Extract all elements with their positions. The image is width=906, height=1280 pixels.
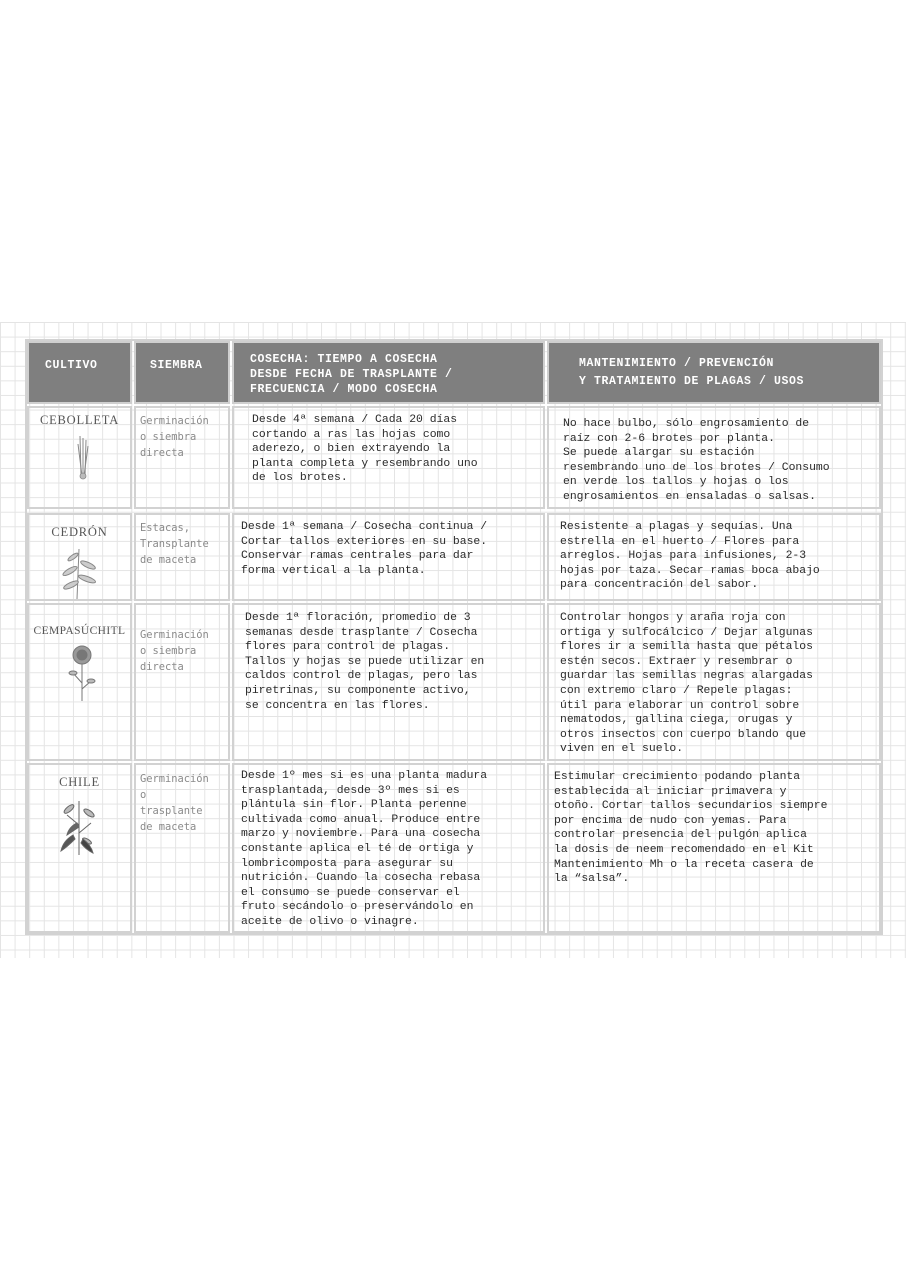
maintenance-text: Resistente a plagas y sequías. Una estrella en el huerto / Flores para arreglos. Hojas para infusiones, 2-3 hojas por taza. Secar ramas boca abajo para concentración del sabor. [560,521,820,592]
crop-name: CEBOLLETA [39,413,120,427]
maintenance-text: No hace bulbo, sólo engrosamiento de raíz con 2-6 brotes por planta. Se puede alargar su estación resembrando uno de los brotes / Consumo en verde los tallos y hojas o los engrosamientos en ensaladas o salsas. [563,418,830,503]
row-cebolleta-siembra [134,406,230,509]
row-cedron-siembra [134,513,230,601]
row-cempasuchitl-siembra [134,603,230,761]
header-cultivo [27,341,132,404]
row-cempasuchitl-mantenimiento [547,603,881,761]
header-cultivo-label: CULTIVO [45,359,98,372]
crop-name: CEDRÓN [51,525,108,539]
crop-name: CHILE [59,775,100,789]
sowing-text: Germinación o siembra directa [140,415,209,459]
sowing-text: Germinación o trasplante de maceta [140,773,209,833]
harvest-text: Desde 1ª floración, promedio de 3 semanas desde trasplante / Cosecha flores para control de plagas. Tallos y hojas se puede utilizar en caldos control de plagas, pero las piretrinas, su componente activo, se concentra en las flores. [245,612,485,712]
row-cempasuchitl-cosecha [232,603,545,761]
row-cebolleta-cosecha [232,406,545,509]
crop-name: CEMPASÚCHITL [33,625,126,637]
row-chile-mantenimiento [547,763,881,933]
harvest-text: Desde 1ª semana / Cosecha continua / Cortar tallos exteriores en su base. Conservar ramas centrales para dar forma vertical a la planta. [241,521,488,577]
maintenance-text: Estimular crecimiento podando planta establecida al iniciar primavera y otoño. Cortar tallos secundarios siempre por encima de nudo con yemas. Para controlar presencia del pulgón aplica la dosis de neem recomendado en el Kit Mantenimiento Mh o la receta casera de la “salsa”. [554,771,828,886]
header-cosecha [232,341,545,404]
row-cebolleta-cultivo [27,406,132,509]
header-cosecha-label: COSECHA: TIEMPO A COSECHA DESDE FECHA DE TRASPLANTE / FRECUENCIA / MODO COSECHA [250,353,453,396]
sowing-text: Germinación o siembra directa [140,629,209,673]
row-chile-cosecha [232,763,545,933]
sowing-text: Estacas, Transplante de maceta [140,522,209,566]
harvest-text: Desde 1º mes si es una planta madura trasplantada, desde 3º mes si es plántula sin flor. Planta perenne cultivada como anual. Produce entre marzo y noviembre. Para una cosecha constante aplica el té de ortiga y lombricomposta para asegurar su nutrición. Cuando la cosecha rebasa el consumo se puede conservar el fruto secándolo o preservándolo en aceite de olivo o vinagre. [241,770,488,928]
header-siembra-label: SIEMBRA [150,359,203,372]
header-mantenimiento-label: MANTENIMIENTO / PREVENCIÓN Y TRATAMIENTO DE PLAGAS / USOS [579,357,805,388]
crop-table [25,339,883,935]
lemon-verbena-icon [59,545,99,600]
row-chile-siembra [134,763,230,933]
header-siembra [134,341,230,404]
maintenance-text: Controlar hongos y araña roja con ortiga y sulfocálcico / Dejar algunas flores ir a semilla hasta que pétalos estén secos. Extraer y resembrar o guardar las semillas negras alargadas con extremo claro / Repele plagas: útil para elaborar un control sobre nematodos, gallina ciega, orugas y otros insectos con cuerpo blando que viven en el suelo. [560,612,813,756]
row-cebolleta-mantenimiento [547,406,881,509]
row-cedron-cosecha [232,513,545,601]
harvest-text: Desde 4ª semana / Cada 20 días cortando a ras las hojas como aderezo, o bien extrayendo la planta completa y resembrando uno de los brotes. [252,414,478,485]
row-cedron-mantenimiento [547,513,881,601]
row-cedron-cultivo [27,513,132,601]
chili-pepper-icon [57,795,101,857]
scallion-icon [73,432,93,480]
header-mantenimiento [547,341,881,404]
marigold-icon [67,643,97,703]
row-cempasuchitl-cultivo [27,603,132,761]
row-chile-cultivo [27,763,132,933]
